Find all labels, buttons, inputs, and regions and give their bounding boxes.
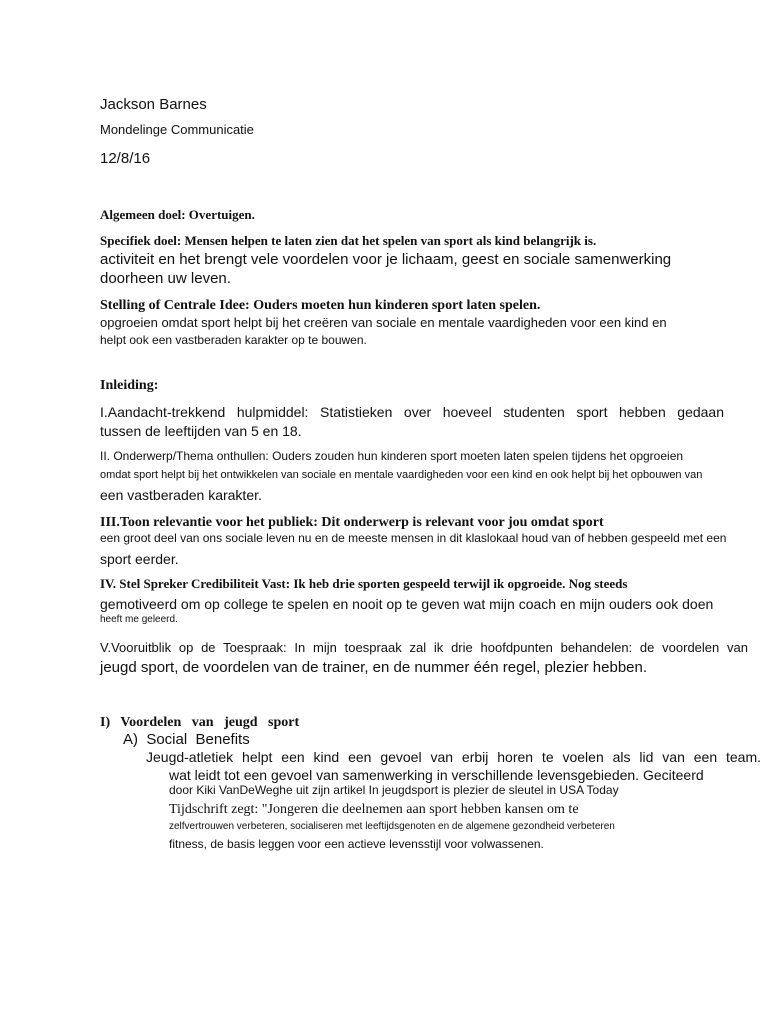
quote-line-1: Tijdschrift zegt: "Jongeren die deelnemen aan sport hebben kansen om te <box>169 802 579 817</box>
thesis-statement: Stelling of Centrale Idee: Ouders moeten hun kinderen sport laten spelen. <box>100 298 541 313</box>
intro-heading: Inleiding: <box>100 378 159 393</box>
specific-goal: Specifiek doel: Mensen helpen te laten zien dat het spelen van sport als kind belangrijk is. <box>100 233 597 248</box>
relevance-line-3: sport eerder. <box>100 551 179 567</box>
quote-line-3: fitness, de basis leggen voor een actieve levensstijl voor volwassenen. <box>169 837 544 851</box>
preview-statement: V.Vooruitblik op de Toespraak: In mijn toespraak zal ik drie hoofdpunten behandelen: de voordelen van <box>100 640 748 655</box>
specific-goal-line-3: doorheen uw leven. <box>100 270 231 287</box>
attention-getter-line-2: tussen de leeftijden van 5 en 18. <box>100 423 302 439</box>
social-benefits-line-3: door Kiki VanDeWeghe uit zijn artikel In jeugdsport is plezier de sleutel in USA Today <box>169 783 619 797</box>
author-name: Jackson Barnes <box>100 96 207 113</box>
document-date: 12/8/16 <box>100 150 151 167</box>
social-benefits-line-2: wat leidt tot een gevoel van samenwerking in verschillende levensgebieden. Geciteerd <box>169 767 704 783</box>
topic-reveal-line-2: omdat sport helpt bij het ontwikkelen van sociale en mentale vaardigheden voor een kind en ook helpt bij het opbouwen van <box>100 469 703 481</box>
topic-reveal: II. Onderwerp/Thema onthullen: Ouders zouden hun kinderen sport moeten laten spelen tijdens het opgroeien <box>100 449 684 463</box>
thesis-line-2: opgroeien omdat sport helpt bij het creëren van sociale en mentale vaardigheden voor een kind en <box>100 315 667 330</box>
quote-line-2: zelfvertrouwen verbeteren, socialiseren met leeftijdsgenoten en de algemene gezondheid verbeteren <box>169 821 615 832</box>
social-benefits-line-1: Jeugd-atletiek helpt een kind een gevoel van erbij horen te voelen als lid van een team. <box>146 749 761 765</box>
topic-reveal-line-3: een vastberaden karakter. <box>100 487 262 503</box>
preview-line-2: jeugd sport, de voordelen van de trainer, en de nummer één regel, plezier hebben. <box>100 659 648 676</box>
credibility-line-2: gemotiveerd om op college te spelen en nooit op te geven wat mijn coach en mijn ouders ook doen <box>100 596 714 612</box>
section-heading-youth-sport: I) Voordelen van jeugd sport <box>100 715 300 730</box>
general-goal: Algemeen doel: Overtuigen. <box>100 207 255 222</box>
credibility-line-3: heeft me geleerd. <box>100 614 178 625</box>
relevance-statement: III.Toon relevantie voor het publiek: Dit onderwerp is relevant voor jou omdat sport <box>100 515 604 530</box>
thesis-line-3: helpt ook een vastberaden karakter op te bouwen. <box>100 333 367 347</box>
subsection-social-benefits: A) Social Benefits <box>123 731 250 748</box>
attention-getter: I.Aandacht-trekkend hulpmiddel: Statistieken over hoeveel studenten sport hebben gedaan <box>100 404 724 420</box>
course-title: Mondelinge Communicatie <box>100 122 254 137</box>
credibility-statement: IV. Stel Spreker Credibiliteit Vast: Ik heb drie sporten gespeeld terwijl ik opgroeide. Nog steeds <box>100 576 628 591</box>
specific-goal-line-2: activiteit en het brengt vele voordelen voor je lichaam, geest en sociale samenwerking <box>100 251 672 268</box>
relevance-line-2: een groot deel van ons sociale leven nu en de meeste mensen in dit klaslokaal houd van of hebben gespeeld met een <box>100 531 727 545</box>
